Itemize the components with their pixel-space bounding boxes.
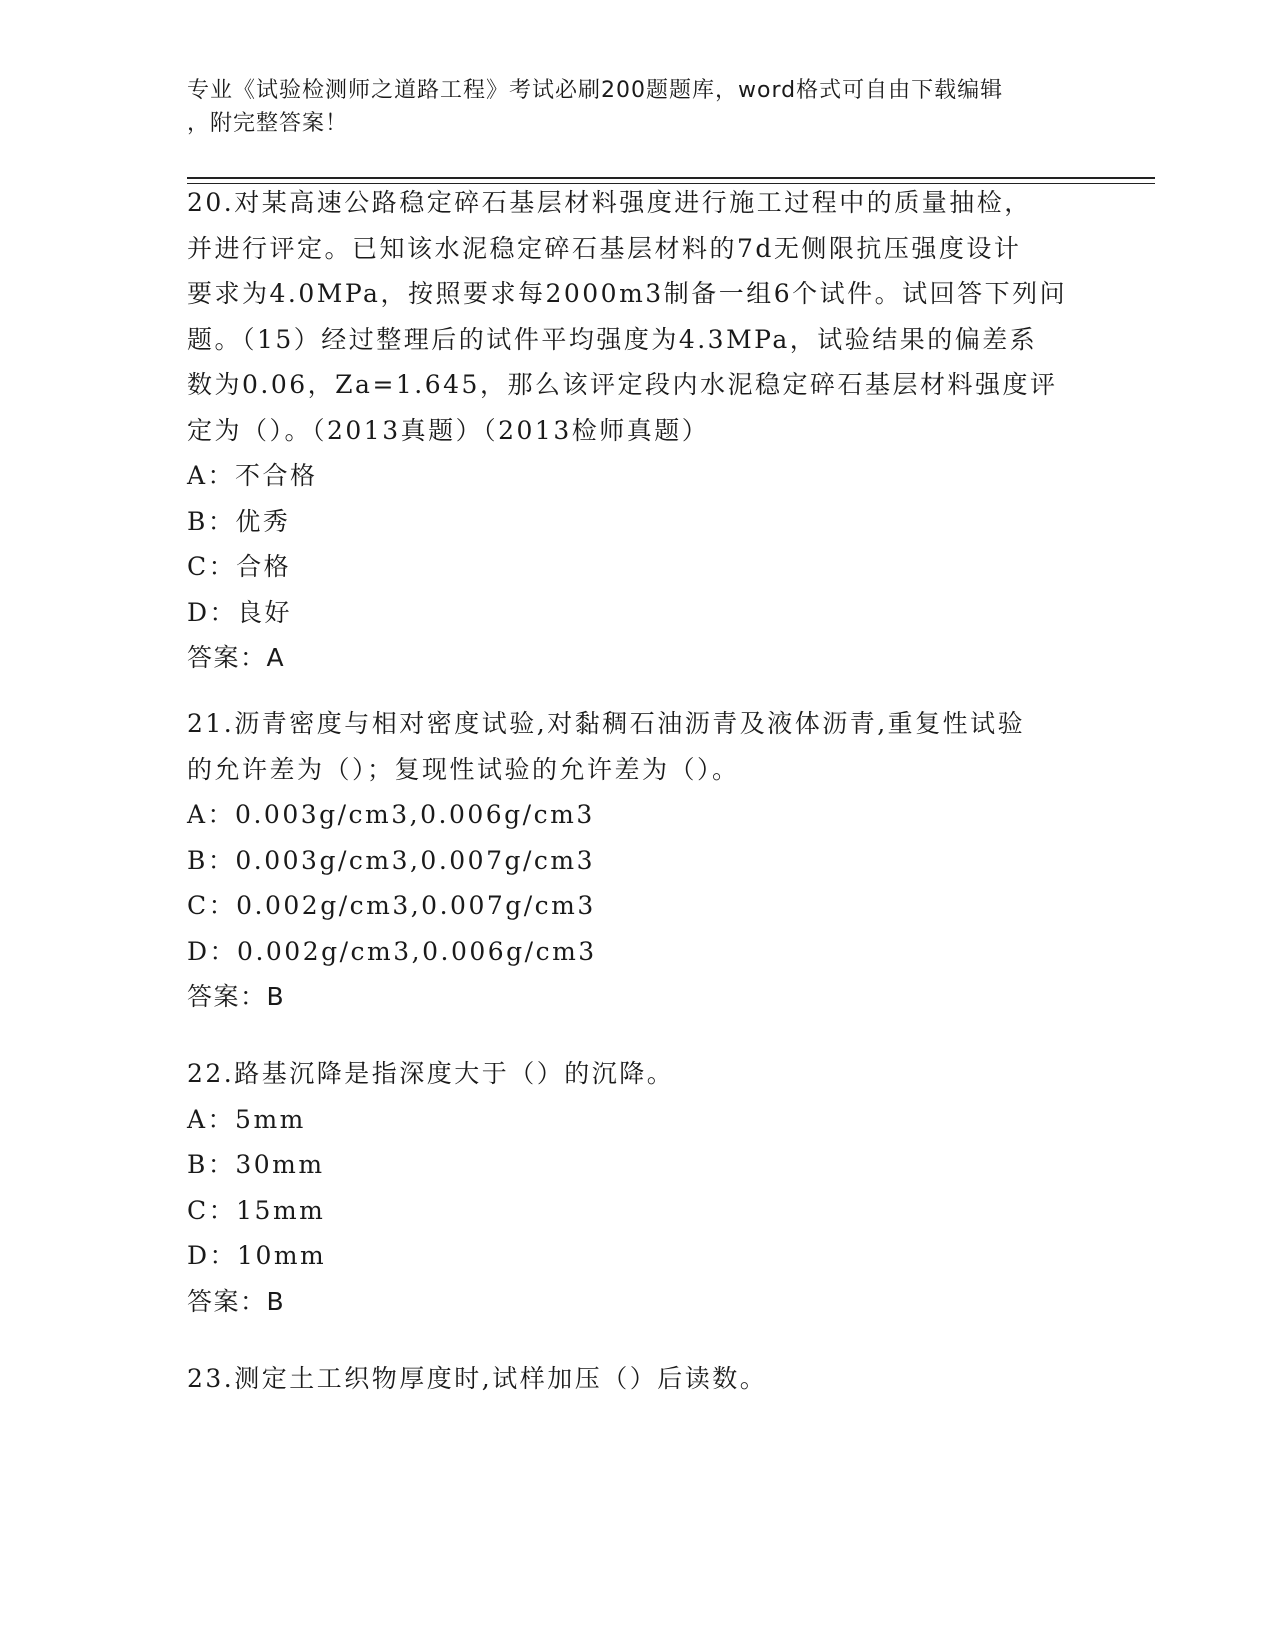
option-a: A：不合格: [187, 461, 318, 490]
question-stem-line: 题。（15）经过整理后的试件平均强度为4.3MPa，试验结果的偏差系: [187, 324, 1038, 354]
question-stem-line: 20.对某高速公路稳定碎石基层材料强度进行施工过程中的质量抽检，: [187, 188, 1032, 217]
option-d: D：良好: [187, 597, 293, 627]
question-23: [187, 1356, 1087, 1402]
option-d: D：10mm: [187, 1241, 327, 1270]
document-header: [187, 74, 1087, 140]
question-stem-line: 23.测定土工织物厚度时,试样加压（）后读数。: [187, 1364, 768, 1393]
question-stem-line: 数为0.06，Za=1.645，那么该评定段内水泥稳定碎石基层材料强度评: [187, 370, 1058, 399]
answer-value: B: [266, 1286, 286, 1316]
option-b: B：优秀: [187, 506, 291, 536]
option-a: A：5mm: [187, 1104, 306, 1134]
question-stem-line: 并进行评定。已知该水泥稳定碎石基层材料的7d无侧限抗压强度设计: [187, 233, 1022, 263]
question-stem-line: 22.路基沉降是指深度大于（）的沉降。: [187, 1059, 675, 1088]
option-d: D：0.002g/cm3,0.006g/cm3: [187, 936, 597, 966]
question-22: [187, 1051, 1087, 1324]
answer-label: 答案：: [187, 643, 267, 672]
question-20: [187, 180, 1087, 681]
header-line-1: 专业《试验检测师之道路工程》考试必刷200题题库，word格式可自由下载编辑: [187, 78, 1004, 103]
option-c: C：0.002g/cm3,0.007g/cm3: [187, 891, 596, 920]
option-b: B：0.003g/cm3,0.007g/cm3: [187, 845, 596, 875]
answer-line: [187, 974, 1087, 1020]
option-a: A：0.003g/cm3,0.006g/cm3: [187, 800, 595, 829]
answer-value: B: [266, 982, 286, 1011]
question-stem-line: 的允许差为（）；复现性试验的允许差为（）。: [187, 754, 740, 784]
option-c: C：15mm: [187, 1195, 326, 1225]
question-stem-line: 定为（）。（2013真题）（2013检师真题）: [187, 415, 710, 445]
answer-label: 答案：: [187, 1286, 267, 1316]
question-stem-line: 21.沥青密度与相对密度试验,对黏稠石油沥青及液体沥青,重复性试验: [187, 709, 1026, 738]
answer-line: [187, 1279, 1087, 1325]
question-stem-line: 要求为4.0MPa，按照要求每2000m3制备一组6个试件。试回答下列问: [187, 279, 1068, 308]
option-c: C：合格: [187, 552, 292, 581]
header-divider-thick: [187, 177, 1155, 179]
answer-line: [187, 635, 1087, 681]
answer-label: 答案：: [187, 982, 267, 1011]
option-b: B：30mm: [187, 1150, 325, 1179]
answer-value: A: [266, 643, 286, 672]
question-21: [187, 701, 1087, 1020]
header-line-2: ，附完整答案！: [187, 111, 349, 136]
